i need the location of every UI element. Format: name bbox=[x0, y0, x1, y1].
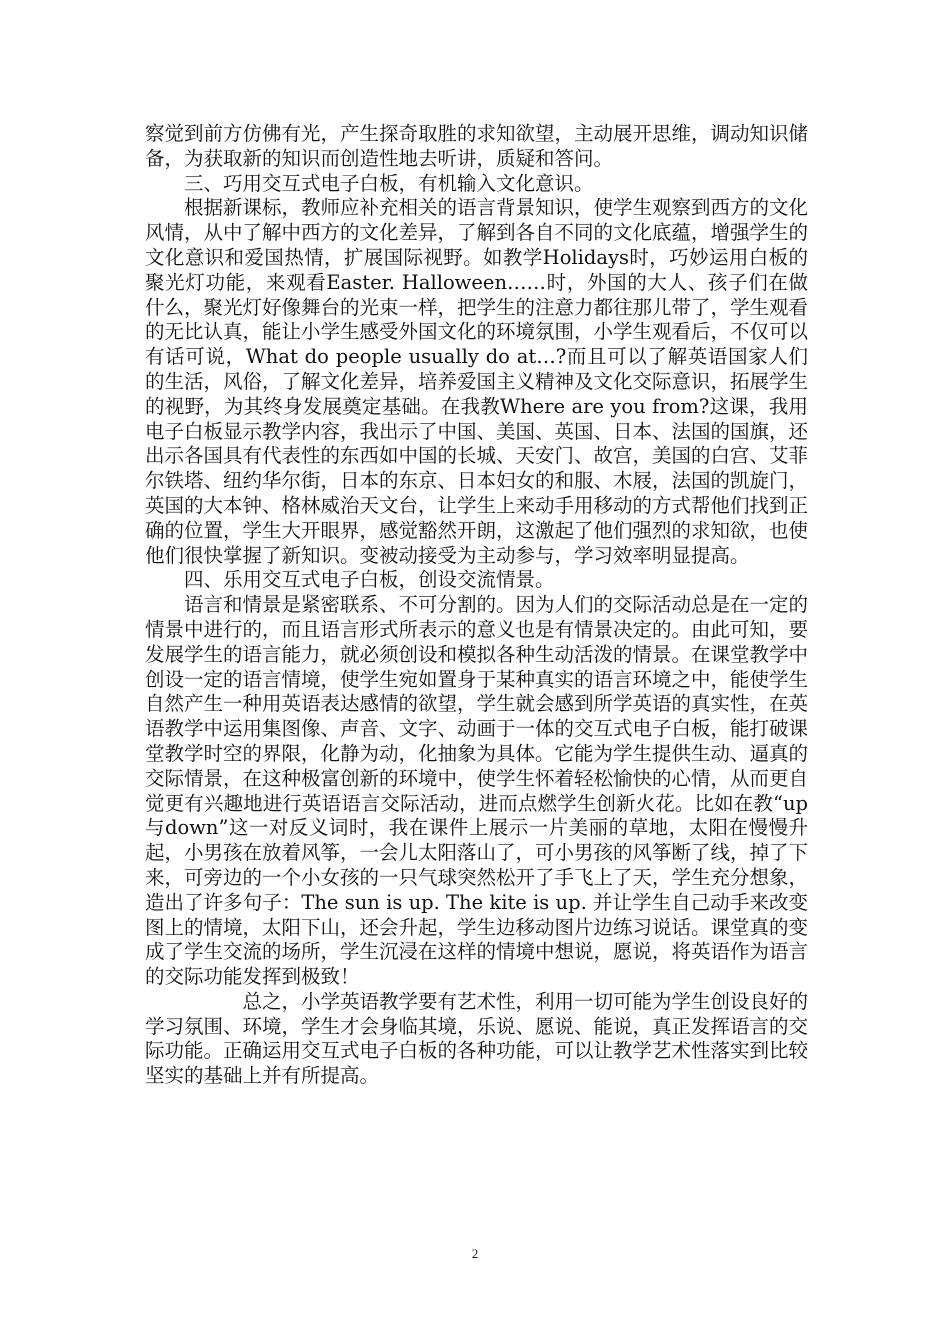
paragraph-situation: 语言和情景是紧密联系、不可分割的。因为人们的交际活动总是在一定的情景中进行的，而且语言形式所表示的意义也是有情景决定的。由此可知，要发展学生的语言能力，就必须创设和模拟各种生动活泼的情景。在课堂教学中创设一定的语言情境，使学生宛如置身于某种真实的语言环境之中，能使学生自然产生一种用英语表达感情的欲望，学生就会感到所学英语的真实性，在英语教学中运用集图像、声音、文字、动画于一体的交互式电子白板，能打破课堂教学时空的界限，化静为动，化抽象为具体。它能为学生提供生动、逼真的交际情景，在这种极富创新的环境中，使学生怀着轻松愉快的心情，从而更自觉更有兴趣地进行英语语言交际活动，进而点燃学生创新火花。比如在教“up与down”这一对反义词时，我在课件上展示一片美丽的草地，太阳在慢慢升起，小男孩在放着风筝，一会儿太阳落山了，可小男孩的风筝断了线，掉了下来，可旁边的一个小女孩的一只气球突然松开了手飞上了天，学生充分想象，造出了许多句子：The sun is up. The kite is up. 并让学生自己动手来改变图上的情境，太阳下山，还会升起，学生边移动图片边练习说话。课堂真的变成了学生交流的场所，学生沉浸在这样的情境中想说，愿说，将英语作为语言的交际功能发挥到极致！ bbox=[145, 593, 809, 989]
body-text bbox=[145, 122, 808, 1089]
paragraph-culture: 根据新课标，教师应补充相关的语言背景知识，使学生观察到西方的文化风情，从中了解中西方的文化差异，了解到各自不同的文化底蕴，增强学生的文化意识和爱国热情，扩展国际视野。如教学Holidays时，巧妙运用白板的聚光灯功能，来观看Easter. Halloween……时，外国的大人、孩子们在做什么，聚光灯好像舞台的光束一样，把学生的注意力都往那儿带了，学生观看的无比认真，能让小学生感受外国文化的环境氛围，小学生观看后，不仅可以有话可说，What do people usually do at…?而且可以了解英语国家人们的生活，风俗，了解文化差异，培养爱国主义精神及文化交际意识，拓展学生的视野，为其终身发展奠定基础。在我教Where are you from?这课，我用电子白板显示教学内容，我出示了中国、美国、英国、日本、法国的国旗，还出示各国具有代表性的东西如中国的长城、天安门、故宫，美国的白宫、艾菲尔铁塔、纽约华尔街，日本的东京、日本妇女的和服、木屐，法国的凯旋门，英国的大本钟、格林威治天文台，让学生上来动手用移动的方式帮他们找到正确的位置，学生大开眼界，感觉豁然开朗，这激起了他们强烈的求知欲，也使他们很快掌握了新知识。变被动接受为主动参与，学习效率明显提高。 bbox=[145, 196, 809, 567]
paragraph-continuation: 察觉到前方仿佛有光，产生探奇取胜的求知欲望，主动展开思维，调动知识储备，为获取新的知识而创造性地去听讲，质疑和答问。 bbox=[145, 122, 809, 170]
page-number: 2 bbox=[471, 1246, 479, 1261]
section-heading-3: 三、巧用交互式电子白板，有机输入文化意识。 bbox=[184, 171, 594, 195]
section-heading-4: 四、乐用交互式电子白板，创设交流情景。 bbox=[184, 568, 555, 592]
paragraph-conclusion: 总之，小学英语教学要有艺术性，利用一切可能为学生创设良好的学习氛围、环境，学生才会身临其境，乐说、愿说、能说，真正发挥语言的交际功能。正确运用交互式电子白板的各种功能，可以让教学艺术性落实到比较坚实的基础上并有所提高。 bbox=[145, 989, 809, 1088]
